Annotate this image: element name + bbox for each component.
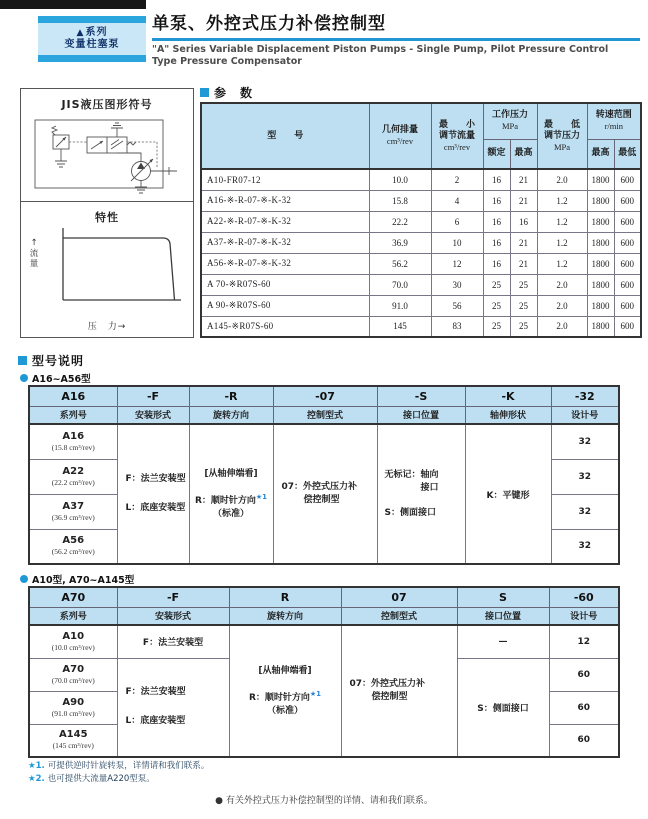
param-value-cell: 25 <box>483 316 510 337</box>
flow-axis-label: ↑ 流 量 <box>29 238 39 269</box>
param-value-cell: 70.0 <box>369 274 431 295</box>
characteristic-cell <box>21 202 193 335</box>
param-model-cell: A145-※R07S-60 <box>201 316 369 337</box>
param-model-cell: A22-※-R-07-※-K-32 <box>201 211 369 232</box>
param-value-cell: 15.8 <box>369 190 431 211</box>
dot-bullet-icon: ● <box>215 796 223 806</box>
logo-line2: 变量柱塞泵 <box>64 39 120 50</box>
title-underline <box>152 38 640 41</box>
table2-subheader <box>20 572 134 586</box>
bottom-note: ● 有关外控式压力补偿控制型的详情、请和我们联系。 <box>215 796 433 806</box>
param-value-cell: 600 <box>614 211 641 232</box>
left-info-panel <box>20 88 194 338</box>
param-value-cell: 600 <box>614 169 641 190</box>
param-model-cell: A 70-※R07S-60 <box>201 274 369 295</box>
param-row <box>201 169 641 190</box>
param-value-cell: 10.0 <box>369 169 431 190</box>
design-number-cell: 60 <box>549 691 619 724</box>
param-value-cell: 600 <box>614 190 641 211</box>
param-row <box>201 253 641 274</box>
param-value-cell: 21 <box>510 232 537 253</box>
pressure-axis-label: 压 力→ <box>87 322 127 332</box>
param-value-cell: 1800 <box>587 295 614 316</box>
design-number-cell: 60 <box>549 658 619 691</box>
param-value-cell: 600 <box>614 295 641 316</box>
axis-up-arrow-icon: ↑ <box>30 238 38 248</box>
param-value-cell: 16 <box>483 169 510 190</box>
flow-pressure-curve <box>39 224 187 310</box>
param-value-cell: 1800 <box>587 232 614 253</box>
param-value-cell: 2.0 <box>537 274 587 295</box>
param-value-cell: 25 <box>510 274 537 295</box>
col-header-min-adj-pressure: 最 低 调节压力 MPa <box>537 103 587 169</box>
param-value-cell: 1800 <box>587 190 614 211</box>
param-value-cell: 600 <box>614 232 641 253</box>
param-value-cell: 2.0 <box>537 295 587 316</box>
port-position-cell-a10: — <box>457 625 549 658</box>
param-value-cell: 10 <box>431 232 483 253</box>
param-value-cell: 600 <box>614 274 641 295</box>
table1-subtitle: A16~A56型 <box>32 374 91 385</box>
param-value-cell: 16 <box>510 211 537 232</box>
dot-bullet-icon <box>20 374 28 382</box>
shaft-shape-cell: K：平键形 <box>465 424 551 564</box>
jis-symbol-cell <box>21 89 193 202</box>
table2-row-a10 <box>29 625 619 658</box>
table2-label-row: 系列号 安装形式 旋转方向 控制型式 接口位置 设计号 <box>29 607 619 625</box>
param-value-cell: 21 <box>510 190 537 211</box>
params-section-header <box>200 84 253 101</box>
footnotes <box>28 760 209 786</box>
params-header-row1 <box>201 103 641 139</box>
param-value-cell: 25 <box>510 295 537 316</box>
logo-series-text: 系列 <box>85 27 108 38</box>
model-table-a16-a56 <box>28 385 620 565</box>
param-row <box>201 274 641 295</box>
param-value-cell: 16 <box>483 190 510 211</box>
param-value-cell: 2 <box>431 169 483 190</box>
design-number-cell: 60 <box>549 724 619 757</box>
page-subtitle <box>152 44 640 68</box>
table1-row-a16 <box>29 424 619 459</box>
brand-triangle-icon: ▲ <box>76 28 85 38</box>
port-position-cell: S：侧面接口 <box>457 658 549 757</box>
table1-code-row: A16 -F -R -07 -S -K -32 <box>29 386 619 406</box>
table2-code-row: A70 -F R 07 S -60 <box>29 587 619 607</box>
param-value-cell: 12 <box>431 253 483 274</box>
param-model-cell: A37-※-R-07-※-K-32 <box>201 232 369 253</box>
param-value-cell: 25 <box>483 274 510 295</box>
col-header-max-pressure: 最高 <box>510 139 537 169</box>
param-value-cell: 1.2 <box>537 232 587 253</box>
design-number-cell: 32 <box>551 529 619 564</box>
header-title-block <box>152 12 640 68</box>
param-value-cell: 21 <box>510 253 537 274</box>
col-header-min-flow: 最 小 调节流量 cm³/rev <box>431 103 483 169</box>
param-value-cell: 25 <box>510 316 537 337</box>
series-cell: A90 (91.0 cm³/rev) <box>29 691 117 724</box>
param-value-cell: 4 <box>431 190 483 211</box>
param-value-cell: 91.0 <box>369 295 431 316</box>
port-position-cell: 无标记：轴向 接口 S：侧面接口 <box>377 424 465 564</box>
param-value-cell: 1800 <box>587 274 614 295</box>
param-value-cell: 1800 <box>587 316 614 337</box>
brand-logo <box>38 16 146 62</box>
col-header-displacement: 几何排量 cm³/rev <box>369 103 431 169</box>
table2-subtitle: A10型, A70~A145型 <box>32 575 135 586</box>
design-number-cell: 32 <box>551 459 619 494</box>
param-value-cell: 1800 <box>587 169 614 190</box>
characteristic-title: 特性 <box>95 211 119 224</box>
param-model-cell: A10-FR07-12 <box>201 169 369 190</box>
dot-bullet-icon <box>20 575 28 583</box>
logo-band-bottom <box>38 55 146 62</box>
param-value-cell: 25 <box>483 295 510 316</box>
footnote-star-ref: ★1 <box>255 492 268 501</box>
table1-subheader <box>20 371 91 385</box>
series-cell: A16 (15.8 cm³/rev) <box>29 424 117 459</box>
mount-type-cell: F：法兰安装型 L：底座安装型 <box>117 658 229 757</box>
control-type-cell: 07：外控式压力补 偿控制型 <box>341 625 457 757</box>
series-cell: A10 (10.0 cm³/rev) <box>29 625 117 658</box>
param-value-cell: 56 <box>431 295 483 316</box>
param-value-cell: 600 <box>614 316 641 337</box>
param-value-cell: 16 <box>483 253 510 274</box>
param-value-cell: 6 <box>431 211 483 232</box>
star-marker-icon: ★1. <box>28 761 45 771</box>
col-group-speed-range: 转速范围 r/min <box>587 103 641 139</box>
logo-band-top <box>38 16 146 23</box>
footnote-2: ★2. 也可提供大流量A220型泵。 <box>28 774 155 784</box>
param-value-cell: 83 <box>431 316 483 337</box>
param-value-cell: 36.9 <box>369 232 431 253</box>
param-row <box>201 316 641 337</box>
footnote-1: ★1. 可提供逆时针旋转泵，详情请和我们联系。 <box>28 761 210 771</box>
col-header-speed-max: 最高 <box>587 139 614 169</box>
model-section-header <box>18 352 84 369</box>
square-bullet-icon <box>18 356 27 365</box>
col-group-working-pressure: 工作压力 MPa <box>483 103 537 139</box>
param-row <box>201 190 641 211</box>
params-section-title: 参 数 <box>214 86 254 100</box>
param-value-cell: 56.2 <box>369 253 431 274</box>
param-model-cell: A56-※-R-07-※-K-32 <box>201 253 369 274</box>
design-number-cell: 32 <box>551 424 619 459</box>
param-value-cell: 30 <box>431 274 483 295</box>
jis-title: JIS液压图形符号 <box>61 98 153 111</box>
col-header-model: 型 号 <box>201 103 369 169</box>
model-section-title: 型号说明 <box>32 354 85 368</box>
subtitle-line2: Type Pressure Compensator <box>152 55 302 67</box>
param-value-cell: 16 <box>483 211 510 232</box>
logo-line1 <box>77 27 108 39</box>
param-value-cell: 1800 <box>587 253 614 274</box>
rotation-cell: [从轴伸端看] R：顺时针方向$^{★1}$ （标准） <box>189 424 273 564</box>
model-table-a10-a70-a145 <box>28 586 620 758</box>
params-table-body <box>201 169 641 337</box>
param-value-cell: 16 <box>483 232 510 253</box>
param-value-cell: 21 <box>510 169 537 190</box>
page-title: 单泵、外控式压力补偿控制型 <box>152 14 386 34</box>
star-marker-icon: ★2. <box>28 774 45 784</box>
param-value-cell: 1800 <box>587 211 614 232</box>
series-cell: A56 (56.2 cm³/rev) <box>29 529 117 564</box>
param-row <box>201 295 641 316</box>
table1-label-row: 系列号 安装形式 旋转方向 控制型式 接口位置 轴伸形状 设计号 <box>29 406 619 424</box>
param-value-cell: 1.2 <box>537 211 587 232</box>
col-header-rated: 额定 <box>483 139 510 169</box>
control-type-cell: 07：外控式压力补 偿控制型 <box>273 424 377 564</box>
top-black-bar <box>0 0 146 9</box>
series-cell: A70 (70.0 cm³/rev) <box>29 658 117 691</box>
logo-body <box>38 23 146 55</box>
param-value-cell: 600 <box>614 253 641 274</box>
param-value-cell: 145 <box>369 316 431 337</box>
series-cell: A145 (145 cm³/rev) <box>29 724 117 757</box>
param-value-cell: 22.2 <box>369 211 431 232</box>
series-cell: A37 (36.9 cm³/rev) <box>29 494 117 529</box>
rotation-cell: [从轴伸端看] R：顺时针方向$^{★1}$ （标准） <box>229 625 341 757</box>
param-value-cell: 2.0 <box>537 169 587 190</box>
param-value-cell: 1.2 <box>537 190 587 211</box>
mount-type-cell-a10: F：法兰安装型 <box>117 625 229 658</box>
param-value-cell: 2.0 <box>537 316 587 337</box>
design-number-cell: 32 <box>551 494 619 529</box>
param-value-cell: 1.2 <box>537 253 587 274</box>
param-model-cell: A 90-※R07S-60 <box>201 295 369 316</box>
param-row <box>201 232 641 253</box>
mount-type-cell: F：法兰安装型 L：底座安装型 <box>117 424 189 564</box>
param-model-cell: A16-※-R-07-※-K-32 <box>201 190 369 211</box>
design-number-cell: 12 <box>549 625 619 658</box>
params-table <box>200 102 642 338</box>
footnote-star-ref: ★1 <box>309 689 322 698</box>
subtitle-line1: "A" Series Variable Displacement Piston Pumps - Single Pump, Pilot Pressure Control <box>152 43 609 55</box>
square-bullet-icon <box>200 88 209 97</box>
param-row <box>201 211 641 232</box>
series-cell: A22 (22.2 cm³/rev) <box>29 459 117 494</box>
jis-schematic <box>29 115 187 201</box>
col-header-speed-min: 最低 <box>614 139 641 169</box>
